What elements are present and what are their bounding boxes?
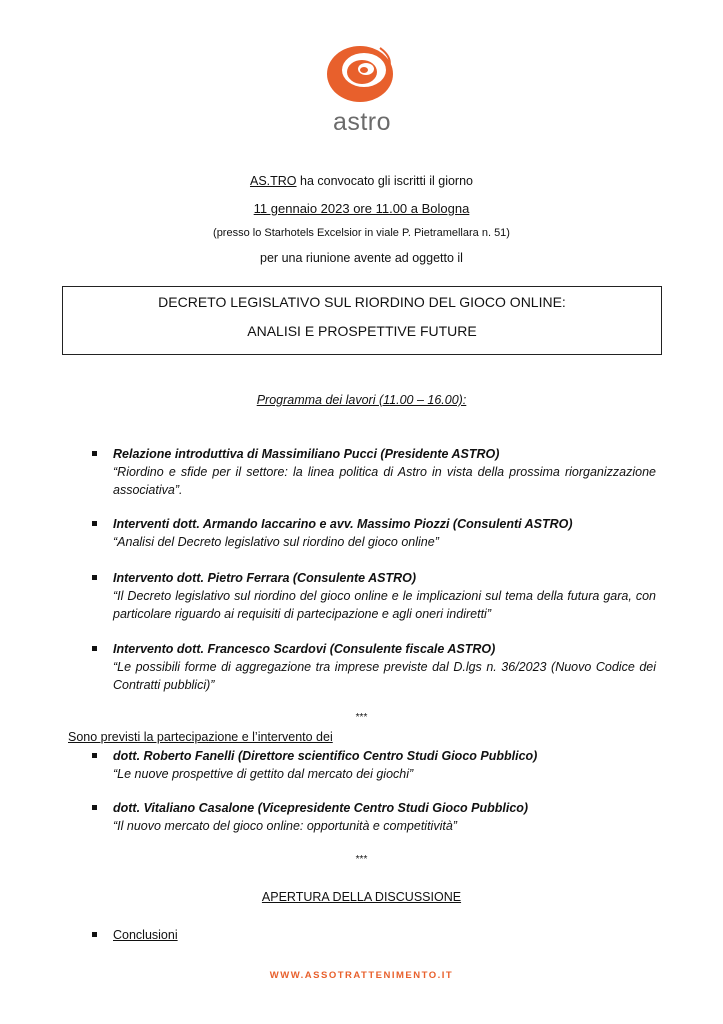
discussion-heading: APERTURA DELLA DISCUSSIONE [261, 890, 462, 904]
intro-subject: per una riunione avente ad oggetto il [260, 251, 463, 265]
meeting-date: 11 gennaio 2023 ore 11.00 a Bologna [253, 201, 470, 216]
bullet-icon [92, 753, 97, 758]
separator: *** [355, 854, 368, 865]
footer-website: WWW.ASSOTRATTENIMENTO.IT [269, 970, 454, 981]
item-quote: “Le possibili forme di aggregazione tra imprese previste dal D.lgs n. 36/2023 (Nuovo Codice dei Contratti pubblici)” [113, 660, 656, 692]
guest-title: dott. Vitaliano Casalone (Vicepresidente Centro Studi Gioco Pubblico) [113, 801, 529, 815]
guest-quote: “Le nuove prospettive di gettito dal mercato dei giochi” [113, 767, 414, 781]
program-item [113, 640, 656, 694]
spiral-logo-icon [322, 40, 402, 110]
bullet-icon [92, 575, 97, 580]
item-quote: “Il Decreto legislativo sul riordino del gioco online e le implicazioni sul tema della futura gara, con particolare riguardo ai requisiti di partecipazione e agli oneri indiretti” [113, 589, 656, 621]
guests-intro: Sono previsti la partecipazione e l’intervento dei [68, 730, 333, 744]
item-title: Relazione introduttiva di Massimiliano Pucci (Presidente ASTRO) [113, 447, 500, 461]
separator: *** [355, 712, 368, 723]
org-name: AS.TRO [249, 174, 297, 188]
title-line-2: ANALISI E PROSPETTIVE FUTURE [247, 323, 477, 339]
conclusions-label: Conclusioni [113, 928, 178, 942]
program-heading: Programma dei lavori (11.00 – 16.00): [256, 393, 467, 407]
item-quote: “Analisi del Decreto legislativo sul riordino del gioco online” [113, 535, 439, 549]
bullet-icon [92, 646, 97, 651]
bullet-icon [92, 451, 97, 456]
intro-line [0, 174, 723, 188]
program-item [113, 445, 656, 499]
item-title: Interventi dott. Armando Iaccarino e avv. Massimo Piozzi (Consulenti ASTRO) [113, 517, 573, 531]
item-title: Intervento dott. Francesco Scardovi (Consulente fiscale ASTRO) [113, 642, 496, 656]
bullet-icon [92, 932, 97, 937]
bullet-icon [92, 521, 97, 526]
intro-text: ha convocato gli iscritti il giorno [296, 174, 474, 188]
conclusions-item [113, 926, 656, 944]
title-line-1: DECRETO LEGISLATIVO SUL RIORDINO DEL GIOCO ONLINE: [158, 294, 566, 310]
astro-logo [322, 40, 402, 140]
program-item [113, 515, 656, 551]
program-item [113, 569, 656, 623]
guest-item [113, 799, 656, 835]
guest-title: dott. Roberto Fanelli (Direttore scientifico Centro Studi Gioco Pubblico) [113, 749, 538, 763]
item-quote: “Riordino e sfide per il settore: la linea politica di Astro in vista della prossima riorganizzazione associativa”. [113, 465, 656, 497]
logo-wordmark: astro [332, 108, 392, 136]
title-box [62, 286, 662, 355]
bullet-icon [92, 805, 97, 810]
meeting-venue: (presso lo Starhotels Excelsior in viale P. Pietramellara n. 51) [213, 227, 510, 239]
guest-quote: “Il nuovo mercato del gioco online: opportunità e competitività” [113, 819, 457, 833]
item-title: Intervento dott. Pietro Ferrara (Consulente ASTRO) [113, 571, 417, 585]
guest-item [113, 747, 656, 783]
